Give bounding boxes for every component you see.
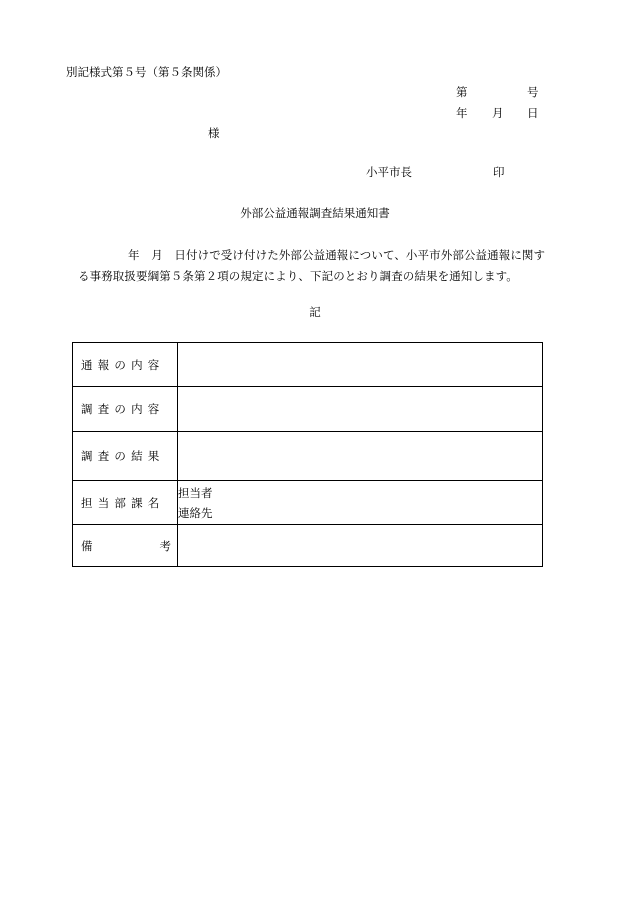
addressee-suffix: 様 <box>208 126 220 140</box>
row-label-investigation-content: 調査の内容 <box>73 387 178 432</box>
row-label-report-content: 通報の内容 <box>73 343 178 387</box>
table-row <box>73 387 543 432</box>
row-value-report-content <box>178 343 543 387</box>
row-value-investigation-content <box>178 387 543 432</box>
document-title: 外部公益通報調査結果通知書 <box>240 206 390 220</box>
contact-label: 連絡先 <box>178 505 213 520</box>
remarks-label-left: 備 <box>81 538 93 553</box>
table-row <box>73 481 543 525</box>
form-label: 別記様式第５号（第５条関係） <box>66 65 227 79</box>
row-value-investigation-result <box>178 432 543 481</box>
number-suffix: 号 <box>527 85 539 99</box>
row-label-department: 担当部課名 <box>73 481 178 525</box>
number-prefix: 第 <box>456 85 468 99</box>
date-year-label: 年 <box>456 106 468 120</box>
row-value-remarks <box>178 525 543 567</box>
table-row <box>73 432 543 481</box>
report-table <box>72 342 543 567</box>
table-row <box>73 525 543 567</box>
issuer-name: 小平市長 <box>366 165 412 179</box>
row-value-department <box>178 481 543 525</box>
row-label-investigation-result: 調査の結果 <box>73 432 178 481</box>
seal-mark: 印 <box>493 165 505 179</box>
row-label-remarks <box>73 525 178 567</box>
remarks-label-right: 考 <box>159 538 171 553</box>
date-day-label: 日 <box>527 106 539 120</box>
date-month-label: 月 <box>492 106 504 120</box>
person-in-charge-label: 担当者 <box>178 485 213 500</box>
body-paragraph: 年 月 日付けで受け付けた外部公益通報について、小平市外部公益通報に関する事務取扱要綱第５条第２項の規定により、下記のとおり調査の結果を通知します。 <box>78 248 546 283</box>
ki-heading: 記 <box>309 305 321 319</box>
table-row <box>73 343 543 387</box>
